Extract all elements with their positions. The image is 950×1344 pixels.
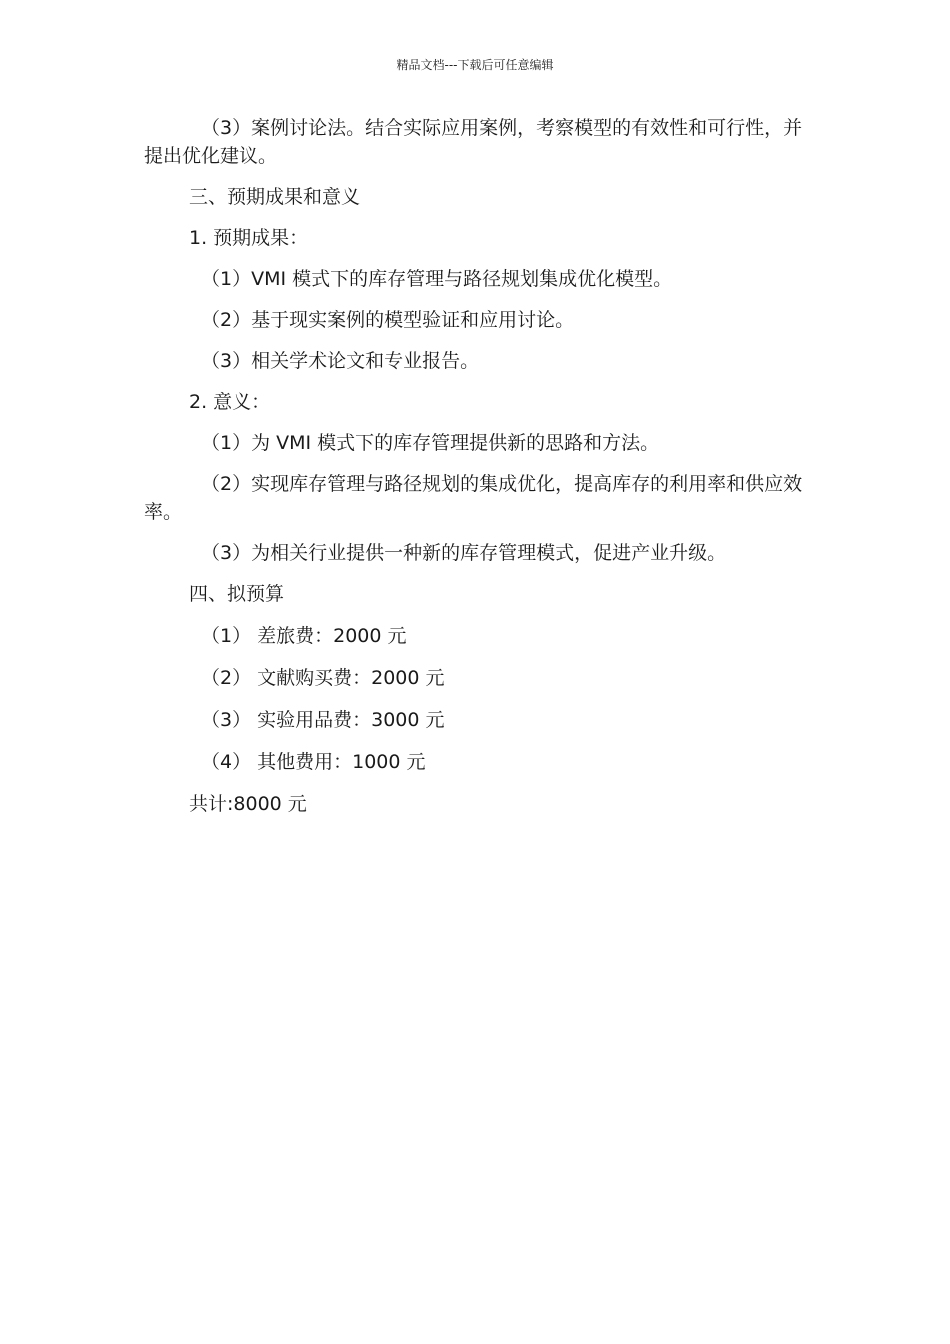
page-header: 精品文档---下载后可任意编辑: [396, 58, 554, 72]
paragraph-case-discussion: （3）案例讨论法。结合实际应用案例，考察模型的有效性和可行性，并提出优化建议。: [144, 117, 803, 167]
budget-item-travel: （1） 差旅费：2000 元: [201, 625, 407, 647]
budget-total: 共计:8000 元: [189, 793, 307, 815]
document-body: [144, 114, 820, 818]
subheading-expected-results: 1. 预期成果：: [189, 227, 309, 249]
budget-item-supplies: （3） 实验用品费：3000 元: [201, 709, 445, 731]
list-item-result-1: （1）VMI 模式下的库存管理与路径规划集成优化模型。: [201, 268, 673, 290]
list-item-significance-1: （1）为 VMI 模式下的库存管理提供新的思路和方法。: [201, 432, 660, 454]
budget-item-other: （4） 其他费用：1000 元: [201, 751, 426, 773]
budget-item-literature: （2） 文献购买费：2000 元: [201, 667, 445, 689]
section-heading-budget: 四、拟预算: [189, 583, 285, 605]
list-item-significance-3: （3）为相关行业提供一种新的库存管理模式，促进产业升级。: [201, 542, 727, 564]
section-heading-expected-results: 三、预期成果和意义: [189, 186, 361, 208]
list-item-significance-2: （2）实现库存管理与路径规划的集成优化，提高库存的利用率和供应效率。: [144, 473, 803, 523]
list-item-result-2: （2）基于现实案例的模型验证和应用讨论。: [201, 309, 575, 331]
subheading-significance: 2. 意义：: [189, 391, 271, 413]
list-item-result-3: （3）相关学术论文和专业报告。: [201, 350, 480, 372]
